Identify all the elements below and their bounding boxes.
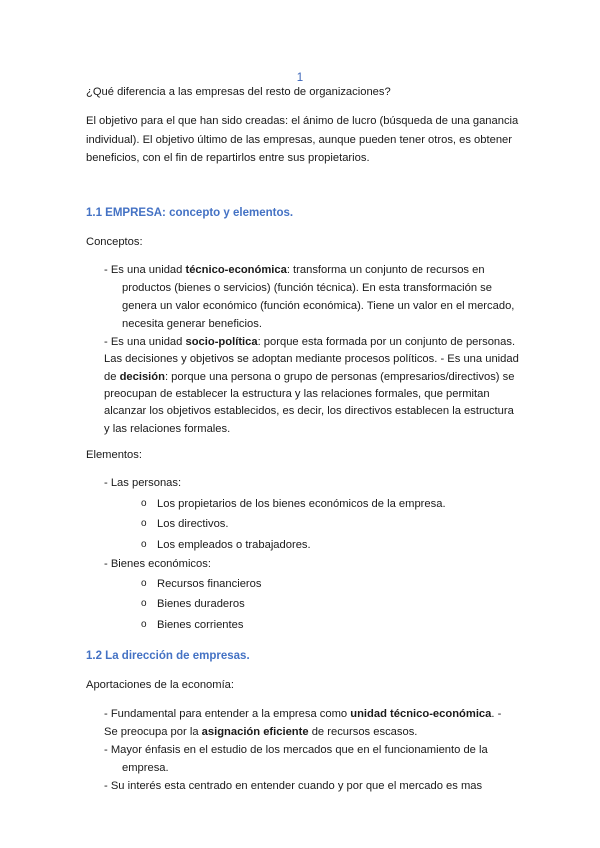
intro-paragraph-line: beneficios, con el fin de repartirlos entre sus propietarios. [86,152,370,164]
bienes-label: - Bienes económicos: [104,558,211,570]
circle-bullet-icon: o [141,598,147,609]
conceptos-label: Conceptos: [86,236,143,248]
concept-item-tecnico-economica: - Es una unidad técnico-económica: transforma un conjunto de recursos en [104,264,485,276]
page-number: 1 [296,72,304,84]
concept-item-decision: de decisión: porque una persona o grupo de personas (empresarios/directivos) se [104,371,515,383]
intro-paragraph-line: individual). El objetivo último de las empresas, aunque pueden tener otros, es obtener [86,134,513,146]
concept-item-line: necesita generar beneficios. [122,318,262,330]
personas-label: - Las personas: [104,477,182,489]
concept-item-line: preocupan de establecer la estructura y las relaciones formales, que permitan [104,388,490,400]
aportacion-item: - Fundamental para entender a la empresa como unidad técnico-económica. - [104,708,502,720]
circle-bullet-icon: o [141,539,147,550]
circle-bullet-icon: o [141,498,147,509]
concept-item-line: Las decisiones y objetivos se adoptan mediante procesos políticos. - Es una unidad [104,353,519,365]
aportaciones-label: Aportaciones de la economía: [86,679,235,691]
concept-item-line: genera un valor económico (función económica). Tiene un valor en el mercado, [122,300,515,312]
concept-item-line: alcanzar los objetivos establecidos, es decir, los directivos establecen la estructura [104,405,514,417]
list-item: Los propietarios de los bienes económicos de la empresa. [157,498,446,510]
section-heading-1-2: 1.2 La dirección de empresas. [86,650,250,662]
list-item: Bienes duraderos [157,598,245,610]
aportacion-item-line: empresa. [122,762,169,774]
aportacion-item: - Mayor énfasis en el estudio de los mercados que en el funcionamiento de la [104,744,488,756]
concept-item-line: productos (bienes o servicios) (función técnica). En esta transformación se [122,282,492,294]
list-item: Los empleados o trabajadores. [157,539,311,551]
circle-bullet-icon: o [141,578,147,589]
list-item: Recursos financieros [157,578,262,590]
concept-item-socio-politica: - Es una unidad socio-política: porque esta formada por un conjunto de personas. [104,336,516,348]
circle-bullet-icon: o [141,518,147,529]
elementos-label: Elementos: [86,449,142,461]
list-item: Los directivos. [157,518,229,530]
concept-item-line: y las relaciones formales. [104,423,231,435]
aportacion-item: - Su interés esta centrado en entender cuando y por que el mercado es mas [104,780,483,792]
circle-bullet-icon: o [141,619,147,630]
aportacion-item: Se preocupa por la asignación eficiente de recursos escasos. [104,726,418,738]
section-heading-1-1: 1.1 EMPRESA: concepto y elementos. [86,207,294,219]
intro-paragraph-line: El objetivo para el que han sido creadas: el ánimo de lucro (búsqueda de una ganancia [86,115,519,127]
list-item: Bienes corrientes [157,619,244,631]
intro-question: ¿Qué diferencia a las empresas del resto de organizaciones? [86,86,391,98]
